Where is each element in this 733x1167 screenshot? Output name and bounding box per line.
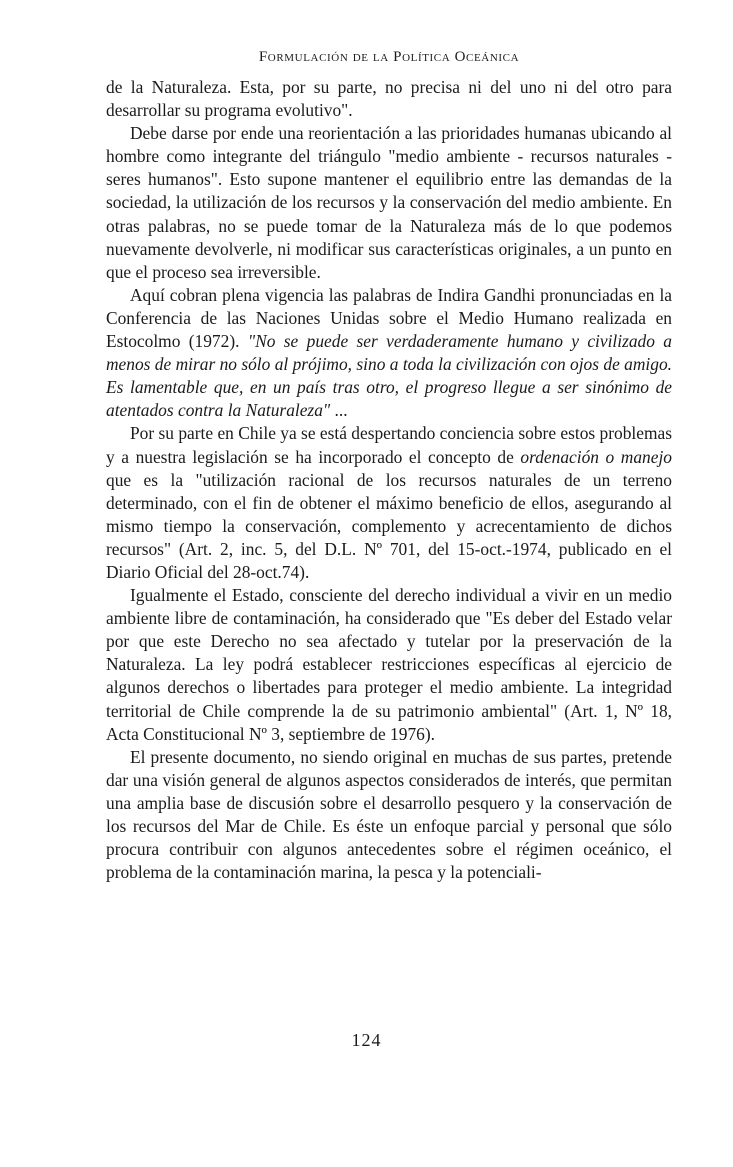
page-number: 124 [351,1030,382,1050]
gandhi-quote: "No se puede ser verdaderamente humano y civilizado a menos de mirar no sólo al prójimo, sino a toda la civilización con ojos de amigo. Es lamentable que, en un país tras otro, el progreso llegue a ser sinónimo de atentados contra la Naturaleza" [106,331,673,421]
paragraph-state-duty: Igualmente el Estado, consciente del derecho individual a vivir en un medio ambiente libre de contaminación, ha considerado que "Es deber del Estado velar por que este Derecho no sea afectado y tutelar por la preservación de la Naturaleza. La ley podrá establecer restricciones específicas al ejercicio de algunos derechos o libertades para proteger el medio ambiente. La integridad territorial de Chile comprende la de su patrimonio ambiental" (Art. 1, Nº 18, Acta Constitucional Nº 3, septiembre de 1976). [106,585,672,744]
legislation-definition-text: que es la "utilización racional de los recursos naturales de un terreno determinado, con el fin de obtener el máximo beneficio de ellos, asegurando al mismo tiempo la conservación, complemento y acrecentamiento de dichos recursos" (Art. 2, inc. 5, del D.L. Nº 701, del 15-oct.-1974, publicado en el Diario Oficial del 28-oct.74). [106,469,672,582]
paragraph-reorientation: Debe darse por ende una reorientación a las prioridades humanas ubicando al hombre como integrante del triángulo "medio ambiente - recursos naturales - seres humanos". Esto supone mantener el equilibrio entre las demandas de la sociedad, la utilización de los recursos y la conservación del medio ambiente. En otras palabras, no se puede tomar de la Naturaleza más de lo que podemos nuevamente devolverle, ni modificar sus características originales, a un punto en que el proceso sea irreversible. [106,123,672,282]
gandhi-intro-text: Aquí cobran plena vigencia las palabras de Indira Gandhi pronunciadas en la Conferencia de las Naciones Unidas sobre el Medio Humano realizada en Estocolmo (1972). [106,284,672,352]
paragraph-chile-legislation [106,422,672,584]
legislation-intro-text: Por su parte en Chile ya se está despertando conciencia sobre estos problemas y a nuestra legislación se ha incorporado el concepto de [106,423,672,467]
paragraph-indira-gandhi [106,284,672,423]
ordenacion-term: ordenación o manejo [520,446,672,467]
body-text [106,76,672,884]
paragraph-continuation: de la Naturaleza. Esta, por su parte, no precisa ni del uno ni del otro para desarrollar su programa evolutivo". [106,77,672,121]
gandhi-ellipsis: ... [330,400,348,421]
running-head: Formulación de la Política Oceánica [258,49,520,65]
paragraph-present-document: El presente documento, no siendo original en muchas de sus partes, pretende dar una visión general de algunos aspectos considerados de interés, que permitan una amplia base de discusión sobre el desarrollo pesquero y la conservación de los recursos del Mar de Chile. Es éste un enfoque parcial y personal que sólo procura contribuir con algunos antecedentes sobre el régimen oceánico, el problema de la contaminación marina, la pesca y la potenciali- [106,746,672,883]
page-content [106,48,672,884]
